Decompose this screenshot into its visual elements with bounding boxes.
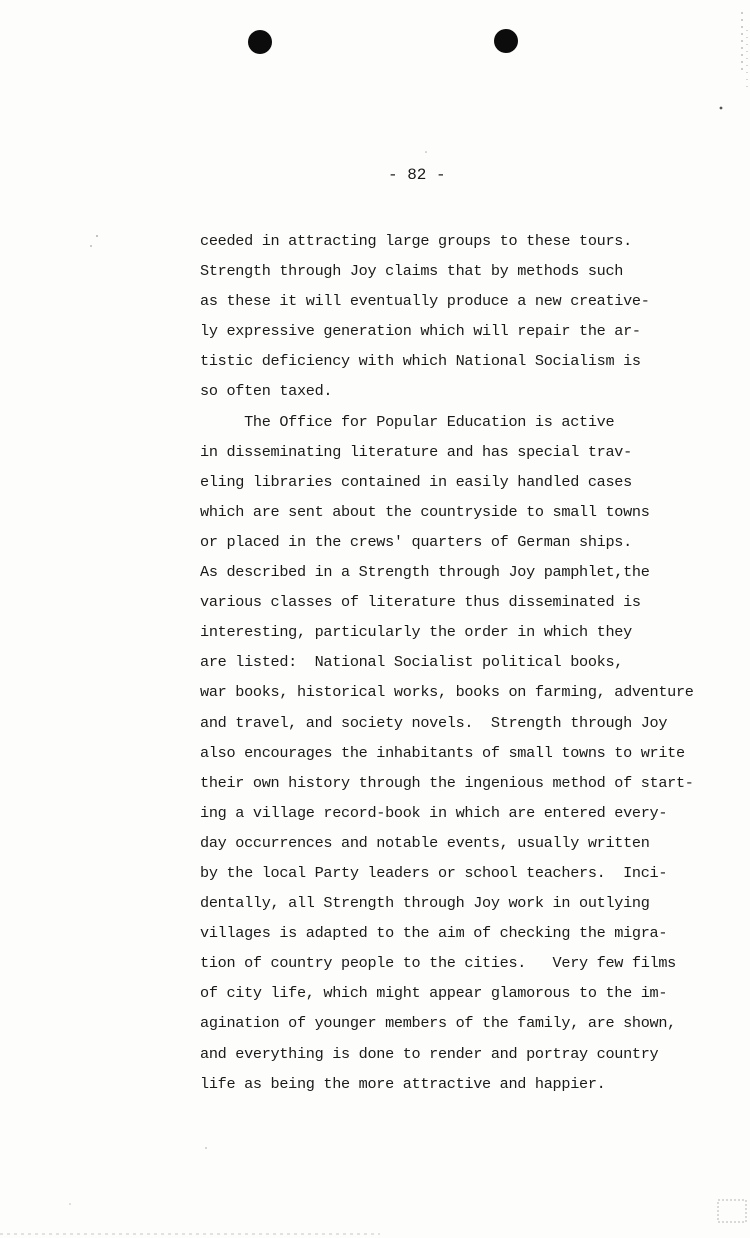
- text-line: life as being the more attractive and happier.: [200, 1074, 606, 1093]
- text-line: various classes of literature thus disseminated is: [200, 593, 641, 612]
- body-text: [200, 226, 700, 1099]
- text-line: their own history through the ingenious method of start-: [200, 773, 694, 792]
- page-number: - 82 -: [388, 166, 446, 184]
- text-line: of city life, which might appear glamorous to the im-: [200, 984, 668, 1003]
- text-line: The Office for Popular Education is active: [200, 412, 615, 431]
- text-line: tion of country people to the cities. Very few films: [200, 954, 676, 973]
- text-line: agination of younger members of the family, are shown,: [200, 1014, 676, 1033]
- text-line: As described in a Strength through Joy pamphlet,the: [200, 563, 650, 582]
- text-line: interesting, particularly the order in which they: [200, 623, 632, 642]
- text-line: in disseminating literature and has special trav-: [200, 442, 632, 461]
- text-line: villages is adapted to the aim of checking the migra-: [200, 924, 668, 943]
- text-line: ly expressive generation which will repair the ar-: [200, 322, 641, 341]
- text-line: Strength through Joy claims that by methods such: [200, 262, 624, 281]
- text-line: also encourages the inhabitants of small towns to write: [200, 743, 685, 762]
- text-line: ceeded in attracting large groups to these tours.: [200, 232, 632, 250]
- text-line: tistic deficiency with which National Socialism is: [200, 352, 641, 371]
- punch-hole-left: [248, 30, 272, 54]
- punch-hole-right: [494, 29, 518, 53]
- text-line: dentally, all Strength through Joy work in outlying: [200, 894, 650, 913]
- text-line: by the local Party leaders or school teachers. Inci-: [200, 863, 668, 882]
- text-line: eling libraries contained in easily handled cases: [200, 472, 632, 491]
- text-line: which are sent about the countryside to small towns: [200, 502, 650, 521]
- text-line: and travel, and society novels. Strength through Joy: [200, 713, 668, 732]
- text-line: day occurrences and notable events, usually written: [200, 833, 650, 852]
- text-line: war books, historical works, books on farming, adventure: [200, 683, 694, 702]
- text-line: are listed: National Socialist political books,: [200, 653, 624, 672]
- text-line: and everything is done to render and portray country: [200, 1044, 659, 1063]
- text-line: so often taxed.: [200, 382, 333, 401]
- text-line: ing a village record-book in which are entered every-: [200, 803, 668, 822]
- text-line: as these it will eventually produce a new creative-: [200, 292, 650, 311]
- text-line: or placed in the crews' quarters of German ships.: [200, 532, 632, 551]
